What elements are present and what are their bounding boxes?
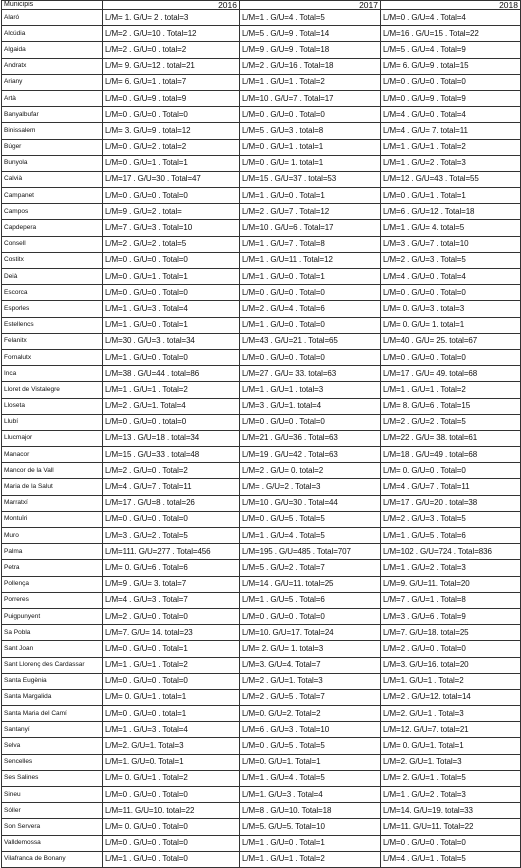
year-value-cell: L/M=102 . G/U=724 . Total=836 (381, 544, 521, 560)
municipality-cell: Deià (2, 269, 103, 285)
year-value-cell: L/M=4 . G/U=7 . Total=11 (103, 479, 240, 495)
year-value-cell: L/M=2 . G/U=4 . Total=6 (240, 301, 381, 317)
municipality-cell: Estellencs (2, 317, 103, 333)
municipality-cell: Sa Pobla (2, 625, 103, 641)
year-value-cell: L/M= 0. G/U=1 . Total=2 (103, 770, 240, 786)
year-value-cell: L/M=2 . G/U=2 . total=5 (103, 236, 240, 252)
table-row (2, 608, 521, 624)
year-value-cell: L/M= 0. G/U=0 . Total=0 (381, 463, 521, 479)
table-row (2, 689, 521, 705)
table-row (2, 220, 521, 236)
year-value-cell: L/M=1 . G/U=0 . Total=1 (240, 269, 381, 285)
municipality-cell: Fornalutx (2, 349, 103, 365)
year-value-cell: L/M=0 . G/U=0 . Total=0 (103, 285, 240, 301)
year-value-cell: L/M=0. G/U=1. Total=1 (240, 754, 381, 770)
municipality-cell: Sencelles (2, 754, 103, 770)
municipality-cell: Andratx (2, 58, 103, 74)
year-value-cell: L/M=2 . G/U=2 . Total=5 (381, 414, 521, 430)
year-value-cell: L/M=1 . G/U=1 . Total=2 (103, 657, 240, 673)
year-value-cell: L/M=2. G/U=1. Total=3 (103, 738, 240, 754)
year-value-cell: L/M= 0. G/U=3 . total=3 (381, 301, 521, 317)
municipality-cell: Ses Salines (2, 770, 103, 786)
municipality-cell: Alcúdia (2, 26, 103, 42)
municipality-cell: Lloret de Vistalegre (2, 382, 103, 398)
data-table (1, 0, 521, 868)
year-value-cell: L/M=7. G/U=18. total=25 (381, 625, 521, 641)
table-row (2, 414, 521, 430)
year-value-cell: L/M=0 . G/U=1 . Total=1 (381, 188, 521, 204)
year-value-cell: L/M=12. G/U=7. total=21 (381, 722, 521, 738)
year-value-cell: L/M=0 . G/U=4 . Total=4 (381, 10, 521, 26)
table-row (2, 171, 521, 187)
table-row (2, 90, 521, 106)
year-value-cell: L/M=9 . G/U= 3. total=7 (103, 576, 240, 592)
year-value-cell: L/M=15 . G/U=33 . total=48 (103, 447, 240, 463)
year-value-cell: L/M=18 . G/U=49 . total=68 (381, 447, 521, 463)
municipality-cell: Muro (2, 528, 103, 544)
year-value-cell: L/M=1 . G/U=1 . Total=2 (381, 382, 521, 398)
year-value-cell: L/M=1 . G/U=0 . Total=0 (240, 317, 381, 333)
year-value-cell: L/M= 2. G/U= 1. total=3 (240, 641, 381, 657)
year-value-cell: L/M=0 . G/U=1 . total=1 (240, 139, 381, 155)
year-value-cell: L/M=0 . G/U=0 . total=0 (103, 414, 240, 430)
year-value-cell: L/M=6 . G/U=12 . Total=18 (381, 204, 521, 220)
table-row (2, 447, 521, 463)
municipality-cell: Sant Joan (2, 641, 103, 657)
table-row (2, 625, 521, 641)
table-row (2, 236, 521, 252)
table-row (2, 430, 521, 446)
table-row (2, 10, 521, 26)
municipality-cell: Escorca (2, 285, 103, 301)
municipality-cell: Costitx (2, 252, 103, 268)
table-row (2, 204, 521, 220)
year-value-cell: L/M=10 . G/U=6 . Total=17 (240, 220, 381, 236)
year-value-cell: L/M=3 . G/U=7 . total=10 (381, 236, 521, 252)
table-row (2, 333, 521, 349)
year-value-cell: L/M=0 . G/U=0 . total=1 (103, 706, 240, 722)
municipality-cell: Valldemossa (2, 835, 103, 851)
year-value-cell: L/M=0 . G/U=0 . Total=0 (240, 608, 381, 624)
year-value-cell: L/M=0 . G/U=0 . Total=0 (381, 349, 521, 365)
table-row (2, 26, 521, 42)
year-value-cell: L/M=0 . G/U= 1. total=1 (240, 155, 381, 171)
year-value-cell: L/M=0 . G/U=5 . Total=5 (240, 511, 381, 527)
municipality-cell: Palma (2, 544, 103, 560)
table-body (2, 10, 521, 868)
year-value-cell: L/M=1 . G/U=1 . Total=2 (240, 851, 381, 867)
year-value-cell: L/M= 9. G/U=12 . total=21 (103, 58, 240, 74)
year-value-cell: L/M= 2. G/U=1 . Total=5 (381, 770, 521, 786)
municipality-cell: Felanitx (2, 333, 103, 349)
year-value-cell: L/M=10. G/U=17. Total=24 (240, 625, 381, 641)
year-value-cell: L/M=5 . G/U=3 . total=8 (240, 123, 381, 139)
table-row (2, 349, 521, 365)
year-value-cell: L/M=1. G/U=1 . Total=2 (381, 673, 521, 689)
year-value-cell: L/M=0 . G/U=0 . Total=0 (103, 511, 240, 527)
year-value-cell: L/M=0 . G/U=0 . Total=0 (240, 285, 381, 301)
year-value-cell: L/M=1 . G/U=3 . Total=4 (103, 722, 240, 738)
table-row (2, 285, 521, 301)
year-value-cell: L/M=43 . G/U=21 . Total=65 (240, 333, 381, 349)
year-value-cell: L/M=15 . G/U=37 . total=53 (240, 171, 381, 187)
year-value-cell: L/M=4 . G/U=0 . Total=4 (381, 269, 521, 285)
year-value-cell: L/M=0 . G/U=0 . Total=0 (103, 107, 240, 123)
table-row (2, 317, 521, 333)
table-row (2, 479, 521, 495)
municipality-cell: Esporles (2, 301, 103, 317)
year-value-cell: L/M=3 . G/U=6 . Total=9 (381, 608, 521, 624)
table-row (2, 382, 521, 398)
year-value-cell: L/M= 0. G/U= 1. total=1 (381, 317, 521, 333)
municipality-cell: Lloseta (2, 398, 103, 414)
year-value-cell: L/M=40 . G/U= 25. total=67 (381, 333, 521, 349)
year-value-cell: L/M=1. G/U=3 . Total=4 (240, 787, 381, 803)
year-value-cell: L/M=17 . G/U=20 . total=38 (381, 495, 521, 511)
municipality-cell: Puigpunyent (2, 608, 103, 624)
table-row (2, 188, 521, 204)
municipality-cell: Pollença (2, 576, 103, 592)
year-value-cell: L/M=4 . G/U= 7. total=11 (381, 123, 521, 139)
year-value-cell: L/M=0 . G/U=9 . Total=9 (381, 90, 521, 106)
table-row (2, 787, 521, 803)
table-row (2, 641, 521, 657)
year-value-cell: L/M=2 . G/U= 0. total=2 (240, 463, 381, 479)
year-value-cell: L/M=195 . G/U=485 . Total=707 (240, 544, 381, 560)
year-value-cell: L/M=2 . G/U=0 . Total=0 (103, 608, 240, 624)
year-value-cell: L/M=0 . G/U=0 . Total=0 (103, 252, 240, 268)
year-value-cell: L/M= 1. G/U= 2 . total=3 (103, 10, 240, 26)
table-row (2, 42, 521, 58)
year-value-cell: L/M=0 . G/U=9 . total=9 (103, 90, 240, 106)
table-row (2, 123, 521, 139)
year-value-cell: L/M=2 . G/U=12. total=14 (381, 689, 521, 705)
municipality-cell: Manacor (2, 447, 103, 463)
municipality-cell: Selva (2, 738, 103, 754)
year-value-cell: L/M=8 . G/U=10. Total=18 (240, 803, 381, 819)
year-value-cell: L/M=1 . G/U=4 . Total=5 (240, 10, 381, 26)
year-value-cell: L/M= 6. G/U=1 . total=7 (103, 74, 240, 90)
year-value-cell: L/M=5 . G/U=4 . Total=9 (381, 42, 521, 58)
year-value-cell: L/M= 0. G/U=6 . Total=6 (103, 560, 240, 576)
year-value-cell: L/M=0 . G/U=0 . Total=0 (381, 285, 521, 301)
year-value-cell: L/M=0 . G/U=0 . Total=0 (240, 414, 381, 430)
table-row (2, 463, 521, 479)
table-row (2, 58, 521, 74)
column-header-year: 2017 (240, 1, 381, 10)
year-value-cell: L/M=7. G/U= 14. total=23 (103, 625, 240, 641)
year-value-cell: L/M=2 . G/U=0 . Total=0 (381, 641, 521, 657)
municipality-cell: Santa Margalida (2, 689, 103, 705)
year-value-cell: L/M=1. G/U=0. Total=1 (103, 754, 240, 770)
year-value-cell: L/M=12 . G/U=43 . Total=55 (381, 171, 521, 187)
year-value-cell: L/M=1 . G/U=0 . Total=1 (240, 835, 381, 851)
municipality-cell: Llucmajor (2, 430, 103, 446)
municipality-cell: Maria de la Salut (2, 479, 103, 495)
table-row (2, 851, 521, 867)
year-value-cell: L/M=1 . G/U=0 . Total=1 (240, 188, 381, 204)
year-value-cell: L/M=5 . G/U=2 . Total=7 (240, 560, 381, 576)
year-value-cell: L/M=1 . G/U=2 . Total=3 (381, 155, 521, 171)
year-value-cell: L/M=2 . G/U=7 . Total=12 (240, 204, 381, 220)
year-value-cell: L/M=1 . G/U=3 . Total=4 (103, 301, 240, 317)
table-row (2, 803, 521, 819)
municipality-cell: Campanet (2, 188, 103, 204)
year-value-cell: L/M=16 . G/U=15 . Total=22 (381, 26, 521, 42)
year-value-cell: L/M=7 . G/U=1 . Total=8 (381, 592, 521, 608)
year-value-cell: L/M=3 . G/U=2 . Total=5 (103, 528, 240, 544)
municipality-cell: Sineu (2, 787, 103, 803)
year-value-cell: L/M=3. G/U=16. total=20 (381, 657, 521, 673)
year-value-cell: L/M=1 . G/U= 4. total=5 (381, 220, 521, 236)
municipality-cell: Santa Eugènia (2, 673, 103, 689)
municipality-cell: Consell (2, 236, 103, 252)
year-value-cell: L/M=1 . G/U=0 . Total=1 (103, 317, 240, 333)
year-value-cell: L/M=4 . G/U=7 . Total=11 (381, 479, 521, 495)
municipality-cell: Sant Llorenç des Cardassar (2, 657, 103, 673)
year-value-cell: L/M= 6. G/U=9 . total=15 (381, 58, 521, 74)
year-value-cell: L/M=1 . G/U=4 . Total=5 (240, 528, 381, 544)
year-value-cell: L/M=17 . G/U=8 . total=26 (103, 495, 240, 511)
municipality-cell: Campos (2, 204, 103, 220)
year-value-cell: L/M=22 . G/U= 38. total=61 (381, 430, 521, 446)
year-value-cell: L/M=19 . G/U=42 . Total=63 (240, 447, 381, 463)
year-value-cell: L/M=1 . G/U=1 . Total=2 (103, 382, 240, 398)
municipality-cell: Marratxí (2, 495, 103, 511)
year-value-cell: L/M=0 . G/U=0 . Total=0 (103, 835, 240, 851)
year-value-cell: L/M=0 . G/U=0 . Total=0 (103, 188, 240, 204)
table-row (2, 576, 521, 592)
municipality-cell: Vilafranca de Bonany (2, 851, 103, 867)
year-value-cell: L/M=0 . G/U=1 . Total=1 (103, 155, 240, 171)
municipality-cell: Bunyola (2, 155, 103, 171)
municipality-cell: Calvià (2, 171, 103, 187)
year-value-cell: L/M=1 . G/U=2 . Total=3 (381, 787, 521, 803)
municipality-cell: Capdepera (2, 220, 103, 236)
year-value-cell: L/M= 0. G/U=0 . Total=0 (103, 819, 240, 835)
year-value-cell: L/M=1 . G/U=1 . Total=2 (381, 139, 521, 155)
year-value-cell: L/M=7 . G/U=3 . Total=10 (103, 220, 240, 236)
table-row (2, 544, 521, 560)
municipality-cell: Mancor de la Vall (2, 463, 103, 479)
table-row (2, 155, 521, 171)
table-row (2, 722, 521, 738)
table-row (2, 835, 521, 851)
column-header-year: 2018 (381, 1, 521, 10)
year-value-cell: L/M=27 . G/U= 33. total=63 (240, 366, 381, 382)
municipality-cell: Porreres (2, 592, 103, 608)
year-value-cell: L/M=11. G/U=10. total=22 (103, 803, 240, 819)
year-value-cell: L/M=9. G/U=11. Total=20 (381, 576, 521, 592)
year-value-cell: L/M=1 . G/U=11 . Total=12 (240, 252, 381, 268)
year-value-cell: L/M=6 . G/U=3 . Total=10 (240, 722, 381, 738)
year-value-cell: L/M=0 . G/U=0 . Total=0 (240, 107, 381, 123)
year-value-cell: L/M=2 . G/U=0 . total=2 (103, 42, 240, 58)
municipality-cell: Montuïri (2, 511, 103, 527)
table-row (2, 139, 521, 155)
year-value-cell: L/M=1 . G/U=2 . Total=3 (381, 560, 521, 576)
year-value-cell: L/M=3. G/U=4. Total=7 (240, 657, 381, 673)
year-value-cell: L/M=13 . G/U=18 . total=34 (103, 430, 240, 446)
municipality-cell: Binissalem (2, 123, 103, 139)
year-value-cell: L/M= 3. G/U=9 . total=12 (103, 123, 240, 139)
municipality-cell: Santa Maria del Camí (2, 706, 103, 722)
table-row (2, 592, 521, 608)
year-value-cell: L/M=30 . G/U=3 . total=34 (103, 333, 240, 349)
municipality-cell: Ariany (2, 74, 103, 90)
year-value-cell: L/M=17 . G/U= 49. total=68 (381, 366, 521, 382)
year-value-cell: L/M=2. G/U=1 . Total=3 (381, 706, 521, 722)
table-row (2, 657, 521, 673)
table-row (2, 770, 521, 786)
municipality-cell: Son Servera (2, 819, 103, 835)
table-row (2, 819, 521, 835)
year-value-cell: L/M=1 . G/U=4 . Total=5 (240, 770, 381, 786)
table-row (2, 252, 521, 268)
year-value-cell: L/M=0 . G/U=0 . Total=0 (103, 787, 240, 803)
municipality-cell: Llubí (2, 414, 103, 430)
column-header-year: 2016 (103, 1, 240, 10)
year-value-cell: L/M=9 . G/U=9 . Total=18 (240, 42, 381, 58)
table-row (2, 738, 521, 754)
municipality-cell: Petra (2, 560, 103, 576)
year-value-cell: L/M=2 . G/U=3 . Total=5 (381, 511, 521, 527)
year-value-cell: L/M=2 . G/U=0 . Total=2 (103, 463, 240, 479)
column-header-municipality: Municipis (2, 1, 103, 10)
year-value-cell: L/M=1 . G/U=7 . Total=8 (240, 236, 381, 252)
year-value-cell: L/M= . G/U=2 . Total=3 (240, 479, 381, 495)
year-value-cell: L/M=2 . G/U=10 . Total=12 (103, 26, 240, 42)
year-value-cell: L/M=2. G/U=1. Total=3 (381, 754, 521, 770)
municipality-cell: Artà (2, 90, 103, 106)
year-value-cell: L/M=1 . G/U=5 . Total=6 (240, 592, 381, 608)
table-row (2, 528, 521, 544)
year-value-cell: L/M=5. G/U=5. Total=10 (240, 819, 381, 835)
year-value-cell: L/M=2 . G/U=1. Total=3 (240, 673, 381, 689)
year-value-cell: L/M= 0. G/U=1 . total=1 (103, 689, 240, 705)
table-row (2, 511, 521, 527)
table-row (2, 560, 521, 576)
municipality-cell: Inca (2, 366, 103, 382)
municipality-cell: Alaró (2, 10, 103, 26)
table-row (2, 107, 521, 123)
municipality-cell: Santanyí (2, 722, 103, 738)
year-value-cell: L/M=0 . G/U=0 . Total=0 (381, 74, 521, 90)
year-value-cell: L/M=0 . G/U=0 . Total=0 (240, 349, 381, 365)
year-value-cell: L/M=1 . G/U=0 . Total=0 (103, 349, 240, 365)
table-row (2, 754, 521, 770)
year-value-cell: L/M=5 . G/U=9 . Total=14 (240, 26, 381, 42)
year-value-cell: L/M=14. G/U=19. total=33 (381, 803, 521, 819)
table-row (2, 366, 521, 382)
year-value-cell: L/M=0. G/U=2. Total=2 (240, 706, 381, 722)
year-value-cell: L/M=1 . G/U=0 . Total=0 (103, 851, 240, 867)
municipality-cell: Búger (2, 139, 103, 155)
year-value-cell: L/M=2 . G/U=1. Total=4 (103, 398, 240, 414)
year-value-cell: L/M=0 . G/U=5 . Total=5 (240, 738, 381, 754)
header-row (2, 1, 521, 10)
municipality-cell: Banyalbufar (2, 107, 103, 123)
table-row (2, 398, 521, 414)
year-value-cell: L/M=11. G/U=11. Total=22 (381, 819, 521, 835)
year-value-cell: L/M=10 . G/U=7 . Total=17 (240, 90, 381, 106)
year-value-cell: L/M=2 . G/U=16 . Total=18 (240, 58, 381, 74)
year-value-cell: L/M= 8. G/U=6 . Total=15 (381, 398, 521, 414)
year-value-cell: L/M=0 . G/U=2 . total=2 (103, 139, 240, 155)
municipality-cell: Algaida (2, 42, 103, 58)
table-row (2, 269, 521, 285)
year-value-cell: L/M=17 . G/U=30 . Total=47 (103, 171, 240, 187)
year-value-cell: L/M=14 . G/U=11. total=25 (240, 576, 381, 592)
year-value-cell: L/M=2 . G/U=3 . Total=5 (381, 252, 521, 268)
year-value-cell: L/M=38 . G/U=44 . total=86 (103, 366, 240, 382)
year-value-cell: L/M=2 . G/U=5 . Total=7 (240, 689, 381, 705)
year-value-cell: L/M=4 . G/U=1 . Total=5 (381, 851, 521, 867)
year-value-cell: L/M=1 . G/U=1 . total=3 (240, 382, 381, 398)
year-value-cell: L/M=0 . G/U=0 . Total=1 (103, 641, 240, 657)
table-row (2, 706, 521, 722)
year-value-cell: L/M=3 . G/U=1. total=4 (240, 398, 381, 414)
year-value-cell: L/M=10 . G/U=30 . Total=44 (240, 495, 381, 511)
table-row (2, 301, 521, 317)
table-row (2, 673, 521, 689)
year-value-cell: L/M=4 . G/U=3 . Total=7 (103, 592, 240, 608)
year-value-cell: L/M=0 . G/U=0 . Total=0 (103, 673, 240, 689)
table-header (2, 1, 521, 10)
table-row (2, 74, 521, 90)
year-value-cell: L/M=9 . G/U=2 . total= (103, 204, 240, 220)
year-value-cell: L/M=1 . G/U=1 . Total=2 (240, 74, 381, 90)
year-value-cell: L/M= 0. G/U=1. Total=1 (381, 738, 521, 754)
year-value-cell: L/M=0 . G/U=0 . Total=0 (381, 835, 521, 851)
table-row (2, 495, 521, 511)
year-value-cell: L/M=1 . G/U=5 . Total=6 (381, 528, 521, 544)
year-value-cell: L/M=4 . G/U=0 . Total=4 (381, 107, 521, 123)
year-value-cell: L/M=21 . G/U=36 . Total=63 (240, 430, 381, 446)
year-value-cell: L/M=111. G/U=277 . Total=456 (103, 544, 240, 560)
municipality-cell: Sóller (2, 803, 103, 819)
year-value-cell: L/M=0 . G/U=1 . Total=1 (103, 269, 240, 285)
